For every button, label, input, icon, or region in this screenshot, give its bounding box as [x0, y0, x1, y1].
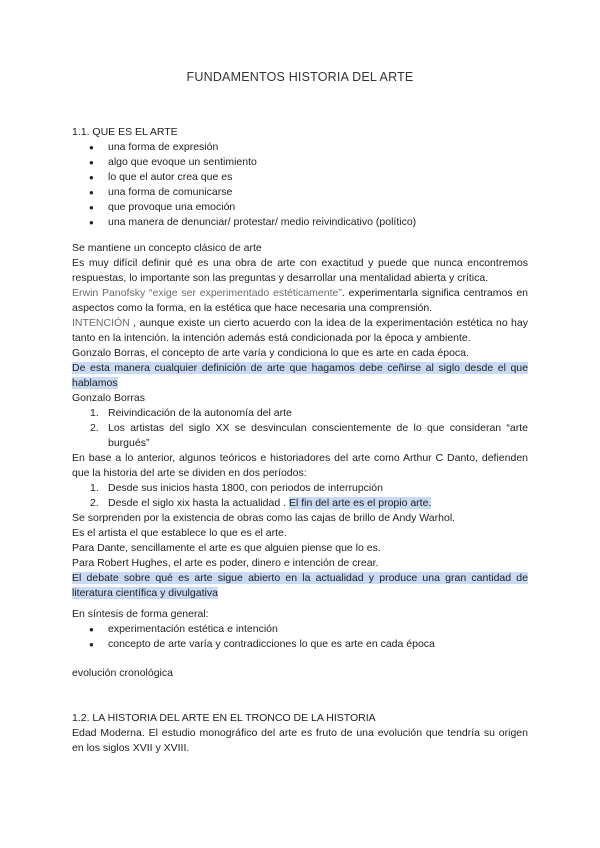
paragraph: Gonzalo Borras [72, 392, 145, 404]
synthesis-bullet-list [72, 622, 528, 652]
paragraph [72, 316, 528, 346]
section-heading: 1.2. LA HISTORIA DEL ARTE EN EL TRONCO DE LA HISTORIA [72, 712, 376, 724]
paragraph: evolución cronológica [72, 667, 173, 679]
paragraph: Es muy difícil definir qué es una obra de arte con exactitud y puede que nunca encontremos respuestas, lo importante son las preguntas y desarrollar una mentalidad abierta y crítica. [72, 257, 528, 284]
highlighted-paragraph [72, 361, 528, 391]
body-text-block [72, 241, 528, 601]
paragraph: Para Robert Hughes, el arte es poder, dinero e intención de crear. [72, 557, 379, 569]
section-heading: 1.1. QUE ES EL ARTE [72, 126, 178, 138]
paragraph: Edad Moderna. El estudio monográfico del arte es fruto de una evolución que tendría su origen en los siglos XVII y XVIII. [72, 727, 528, 754]
highlight-text: El fin del arte es el propio arte. [288, 497, 432, 509]
list-item: ● concepto de arte varía y contradicciones lo que es arte en cada época [72, 637, 528, 652]
section-1-1 [72, 125, 528, 230]
list-item: ● una forma de comunicarse [72, 185, 528, 200]
list-item: 2. Desde el siglo xix hasta la actualidad . El fin del arte es el propio arte. [90, 497, 432, 509]
list-item: 2. Los artistas del siglo XX se desvinculan conscientemente de lo que consideran “arte burgués” [90, 422, 528, 449]
borras-numbered-list [72, 406, 528, 451]
highlight-text: De esta manera cualquier definición de arte que hagamos debe ceñirse al siglo desde el que hablamos [72, 362, 528, 389]
paragraph: Gonzalo Borras, el concepto de arte varía y condiciona lo que es arte en cada época. [72, 347, 469, 359]
paragraph: Se sorprenden por la existencia de obras como las cajas de brillo de Andy Warhol. [72, 512, 456, 524]
highlight-text: El debate sobre qué es arte sigue abierto en la actualidad y produce una gran cantidad de literatura científica y divulgativa [72, 572, 528, 599]
panofsky-quote: Erwin Panofsky “exige ser experimentado estéticamente” [72, 287, 342, 299]
periods-numbered-list [72, 481, 528, 511]
paragraph: Es el artista el que establece lo que es el arte. [72, 527, 287, 539]
definition-bullet-list [72, 140, 528, 230]
highlighted-paragraph [72, 571, 528, 601]
intencion-term: INTENCIÓN [72, 317, 130, 329]
list-item: ● lo que el autor crea que es [72, 170, 528, 185]
list-item: ● una manera de denunciar/ protestar/ medio reivindicativo (político) [72, 215, 528, 230]
section-1-2 [72, 711, 528, 756]
list-item: ● experimentación estética e intención [72, 622, 528, 637]
list-item: ● que provoque una emoción [72, 200, 528, 215]
paragraph: En base a lo anterior, algunos teóricos e historiadores del arte como Arthur C Danto, defienden que la historia del arte se dividen en dos períodos: [72, 452, 528, 479]
list-item: ● una forma de expresión [72, 140, 528, 155]
paragraph: Para Dante, sencillamente el arte es que alguien piense que lo es. [72, 542, 381, 554]
list-item: 1. Desde sus inicios hasta 1800, con periodos de interrupción [90, 482, 383, 494]
synthesis-block [72, 607, 528, 652]
paragraph [72, 286, 528, 316]
list-item: ● algo que evoque un sentimiento [72, 155, 528, 170]
paragraph: Se mantiene un concepto clásico de arte [72, 242, 262, 254]
paragraph-text: , aunque existe un cierto acuerdo con la idea de la experimentación estética no hay tanto en la intención. la intención además está condicionada por la época y ambiente. [72, 317, 528, 344]
document-title: FUNDAMENTOS HISTORIA DEL ARTE [186, 70, 414, 84]
paragraph: En síntesis de forma general: [72, 608, 209, 620]
paragraph-text: . experimentarla significa centramos en aspectos como la forma, en la estética que hace necesaria una comprensión. [72, 287, 529, 314]
list-item: 1. Reivindicación de la autonomía del arte [90, 407, 292, 419]
